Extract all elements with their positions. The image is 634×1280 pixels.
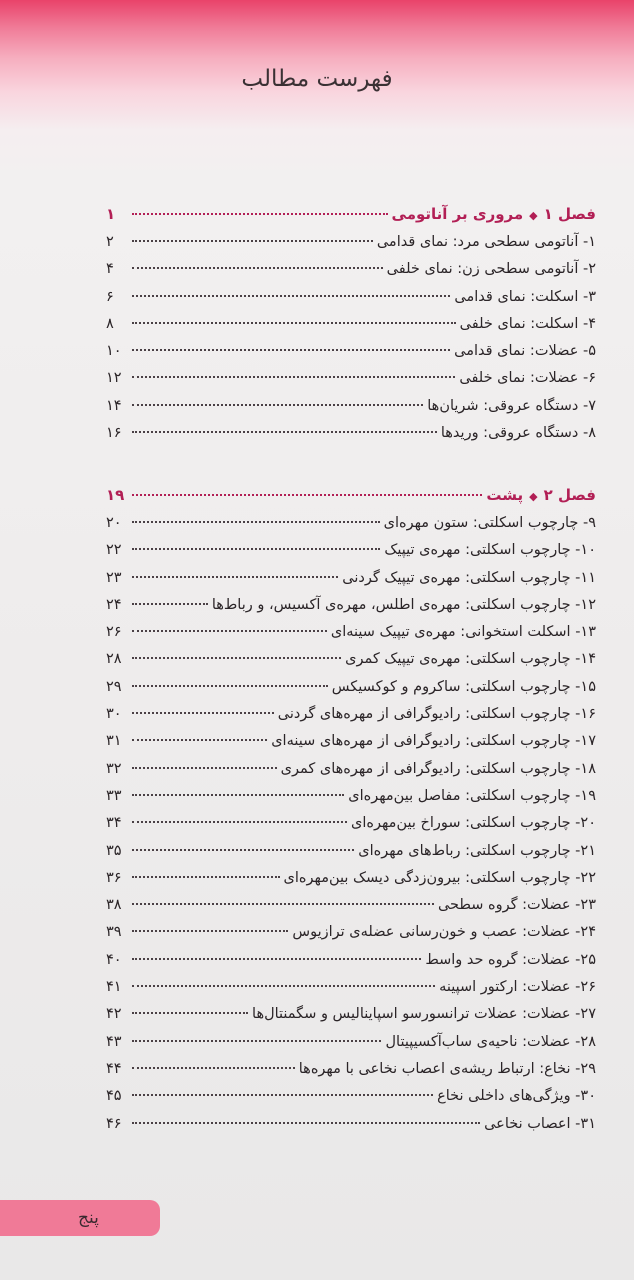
toc-entry[interactable] <box>106 947 596 974</box>
toc-entry-page: ۳۸ <box>106 897 122 914</box>
toc-entry-label: ۳۱- اعصاب نخاعی <box>484 1115 596 1132</box>
toc-entry-page: ۴۲ <box>106 1006 122 1023</box>
dot-leader <box>132 376 455 378</box>
dot-leader <box>132 295 450 297</box>
toc-entry-label: ۲۴- عضلات: عصب و خون‌رسانی عضله‌ی ترازیوس <box>292 924 596 941</box>
toc-entry-label: ۴- اسکلت: نمای خلفی <box>459 315 596 332</box>
toc-entry[interactable] <box>106 974 596 1001</box>
toc-entry-label: ۱۵- چارچوب اسکلتی: ساکروم و کوکسیکس <box>331 678 596 695</box>
page-number-tab <box>0 1200 160 1236</box>
toc-entry-page: ۴۴ <box>106 1060 122 1077</box>
page-title: فهرست مطالب <box>241 66 393 92</box>
dot-leader <box>132 958 421 960</box>
toc-entry-label: ۱۸- چارچوب اسکلتی: رادیوگرافی از مهره‌های کمری <box>280 760 596 777</box>
toc-entry[interactable] <box>106 865 596 892</box>
toc-entry[interactable] <box>106 510 596 537</box>
chapter-number: فصل ۱ <box>543 205 596 223</box>
page-number-label: پنج <box>78 1208 99 1228</box>
toc-entry-label: ۶- عضلات: نمای خلفی <box>459 370 596 387</box>
dot-leader <box>132 576 338 578</box>
toc-entry-page: ۲۴ <box>106 596 122 613</box>
toc-entry[interactable] <box>106 393 596 420</box>
toc-entry[interactable] <box>106 1029 596 1056</box>
dot-leader <box>132 240 373 242</box>
toc-entry[interactable] <box>106 919 596 946</box>
toc-entry-label: ۲۸- عضلات: ناحیه‌ی ساب‌آکسیپیتال <box>385 1033 596 1050</box>
dot-leader <box>132 739 267 741</box>
dot-leader <box>132 1012 248 1014</box>
toc-entry[interactable] <box>106 338 596 365</box>
toc-entry-label: ۲۲- چارچوب اسکلتی: بیرون‌زدگی دیسک بین‌مهره‌ای <box>283 869 596 886</box>
toc-entry[interactable] <box>106 1083 596 1110</box>
toc-entry-label: ۲۶- عضلات: ارکتور اسپینه <box>439 979 596 996</box>
toc-entry-page: ۳۲ <box>106 760 122 777</box>
toc-entry-page: ۴۳ <box>106 1033 122 1050</box>
dot-leader <box>132 630 327 632</box>
dot-leader <box>132 849 354 851</box>
toc-entry-page: ۱۲ <box>106 370 122 387</box>
chapter-2-entries <box>106 510 596 1138</box>
toc-entry-label: ۲- آناتومی سطحی زن: نمای خلفی <box>386 261 596 278</box>
toc-entry-label: ۲۷- عضلات: عضلات ترانسورسو اسپاینالیس و سگمنتال‌ها <box>252 1006 596 1023</box>
toc-entry[interactable] <box>106 1001 596 1028</box>
toc-entry-page: ۳۳ <box>106 787 122 804</box>
dot-leader <box>132 685 328 687</box>
toc-entry-page: ۳۶ <box>106 869 122 886</box>
dot-leader <box>132 1067 295 1069</box>
toc-entry-label: ۹- چارچوب اسکلتی: ستون مهره‌ای <box>383 515 596 531</box>
toc-entry-label: ۱۲- چارچوب اسکلتی: مهره‌ی اطلس، مهره‌ی آکسیس، و رباط‌ها <box>211 596 596 613</box>
chapter-page-number: ۱ <box>106 205 116 223</box>
toc-entry-page: ۲۳ <box>106 569 122 586</box>
chapter-title: پشت <box>486 486 524 504</box>
toc-entry[interactable] <box>106 592 596 619</box>
dot-leader <box>132 767 277 769</box>
toc-entry-label: ۲۵- عضلات: گروه حد واسط <box>425 951 596 968</box>
toc-entry[interactable] <box>106 619 596 646</box>
toc-entry-page: ۲۲ <box>106 542 122 559</box>
toc-entry[interactable] <box>106 701 596 728</box>
dot-leader <box>132 876 280 878</box>
toc-entry[interactable] <box>106 646 596 673</box>
toc-entry-page: ۳۰ <box>106 706 122 723</box>
toc-entry-page: ۳۹ <box>106 924 122 941</box>
toc-entry-label: ۱۶- چارچوب اسکلتی: رادیوگرافی از مهره‌های گردنی <box>277 706 596 723</box>
toc-entry-page: ۲ <box>106 234 114 250</box>
dot-leader <box>132 603 208 605</box>
dot-leader <box>132 930 288 932</box>
chapter-title: مروری بر آناتومی <box>391 205 524 223</box>
toc-entry[interactable] <box>106 229 596 256</box>
toc-entry-page: ۳۵ <box>106 842 122 859</box>
diamond-bullet-icon: ◆ <box>529 490 538 503</box>
toc-entry[interactable] <box>106 728 596 755</box>
chapter-1-entries <box>106 229 596 447</box>
toc-entry[interactable] <box>106 537 596 564</box>
toc-entry[interactable] <box>106 311 596 338</box>
toc-entry[interactable] <box>106 783 596 810</box>
toc-entry[interactable] <box>106 756 596 783</box>
toc-entry-label: ۱۳- اسکلت استخوانی: مهره‌ی تیپیک سینه‌ای <box>330 624 596 641</box>
toc-entry-label: ۸- دستگاه عروقی: وریدها <box>440 425 596 442</box>
toc-entry-label: ۳- اسکلت: نمای قدامی <box>454 288 596 305</box>
toc-entry-page: ۴۵ <box>106 1088 122 1105</box>
chapter-number: فصل ۲ <box>543 486 596 504</box>
toc-entry-label: ۲۰- چارچوب اسکلتی: سوراخ بین‌مهره‌ای <box>351 815 596 832</box>
dot-leader <box>132 404 423 406</box>
toc-entry-page: ۴۰ <box>106 951 122 968</box>
toc-entry-page: ۸ <box>106 315 114 332</box>
diamond-bullet-icon: ◆ <box>529 209 538 222</box>
dot-leader <box>132 267 383 269</box>
dot-leader <box>132 431 437 433</box>
dot-leader <box>132 494 482 496</box>
toc-entry-label: ۱۷- چارچوب اسکلتی: رادیوگرافی از مهره‌های سینه‌ای <box>271 733 596 750</box>
toc-entry[interactable] <box>106 284 596 311</box>
toc-entry-page: ۱۶ <box>106 425 122 442</box>
dot-leader <box>132 521 380 523</box>
chapter-2-section <box>106 480 596 1138</box>
toc-entry-page: ۱۴ <box>106 397 122 414</box>
toc-entry-label: ۱۱- چارچوب اسکلتی: مهره‌ی تیپیک گردنی <box>342 569 596 586</box>
dot-leader <box>132 548 380 550</box>
dot-leader <box>132 657 341 659</box>
toc-entry-label: ۱- آناتومی سطحی مرد: نمای قدامی <box>376 234 596 250</box>
toc-entry-label: ۲۳- عضلات: گروه سطحی <box>437 897 596 914</box>
toc-entry[interactable] <box>106 1111 596 1138</box>
toc-entry-page: ۲۰ <box>106 515 122 531</box>
toc-entry-label: ۳۰- ویژگی‌های داخلی نخاع <box>437 1088 596 1105</box>
dot-leader <box>132 349 450 351</box>
toc-entry-page: ۲۶ <box>106 624 122 641</box>
toc-entry[interactable] <box>106 256 596 283</box>
chapter-page-number: ۱۹ <box>106 486 125 504</box>
toc-entry[interactable] <box>106 565 596 592</box>
chapter-heading[interactable] <box>106 480 596 510</box>
toc-entry-label: ۱۰- چارچوب اسکلتی: مهره‌ی تیپیک <box>384 542 596 559</box>
toc-entry-label: ۱۴- چارچوب اسکلتی: مهره‌ی تیپیک کمری <box>345 651 596 668</box>
chapter-heading[interactable] <box>106 199 596 229</box>
toc-entry[interactable] <box>106 674 596 701</box>
dot-leader <box>132 985 435 987</box>
dot-leader <box>132 903 434 905</box>
toc-entry-page: ۳۴ <box>106 815 122 832</box>
toc-entry[interactable] <box>106 810 596 837</box>
dot-leader <box>132 213 388 215</box>
toc-entry-page: ۱۰ <box>106 343 122 360</box>
toc-entry-page: ۴۱ <box>106 979 122 996</box>
dot-leader <box>132 1122 480 1124</box>
toc-entry-label: ۷- دستگاه عروقی: شریان‌ها <box>427 397 596 414</box>
toc-entry-label: ۱۹- چارچوب اسکلتی: مفاصل بین‌مهره‌ای <box>348 787 596 804</box>
chapter-1-section <box>106 199 596 447</box>
dot-leader <box>132 712 274 714</box>
toc-entry-label: ۵- عضلات: نمای قدامی <box>454 343 596 360</box>
toc-entry-page: ۲۹ <box>106 678 122 695</box>
toc-entry[interactable] <box>106 1056 596 1083</box>
dot-leader <box>132 1040 381 1042</box>
dot-leader <box>132 1094 433 1096</box>
toc-entry[interactable] <box>106 892 596 919</box>
toc-entry-label: ۲۹- نخاع: ارتباط ریشه‌ی اعصاب نخاعی با مهره‌ها <box>298 1060 596 1077</box>
toc-entry-page: ۴ <box>106 261 114 278</box>
toc-entry-page: ۲۸ <box>106 651 122 668</box>
dot-leader <box>132 322 456 324</box>
dot-leader <box>132 794 344 796</box>
toc-entry[interactable] <box>106 365 596 392</box>
toc-entry[interactable] <box>106 838 596 865</box>
toc-entry-label: ۲۱- چارچوب اسکلتی: رباط‌های مهره‌ای <box>358 842 596 859</box>
toc-entry-page: ۴۶ <box>106 1115 122 1132</box>
toc-entry-page: ۳۱ <box>106 733 122 750</box>
dot-leader <box>132 821 347 823</box>
toc-entry[interactable] <box>106 420 596 447</box>
toc-entry-page: ۶ <box>106 288 114 305</box>
